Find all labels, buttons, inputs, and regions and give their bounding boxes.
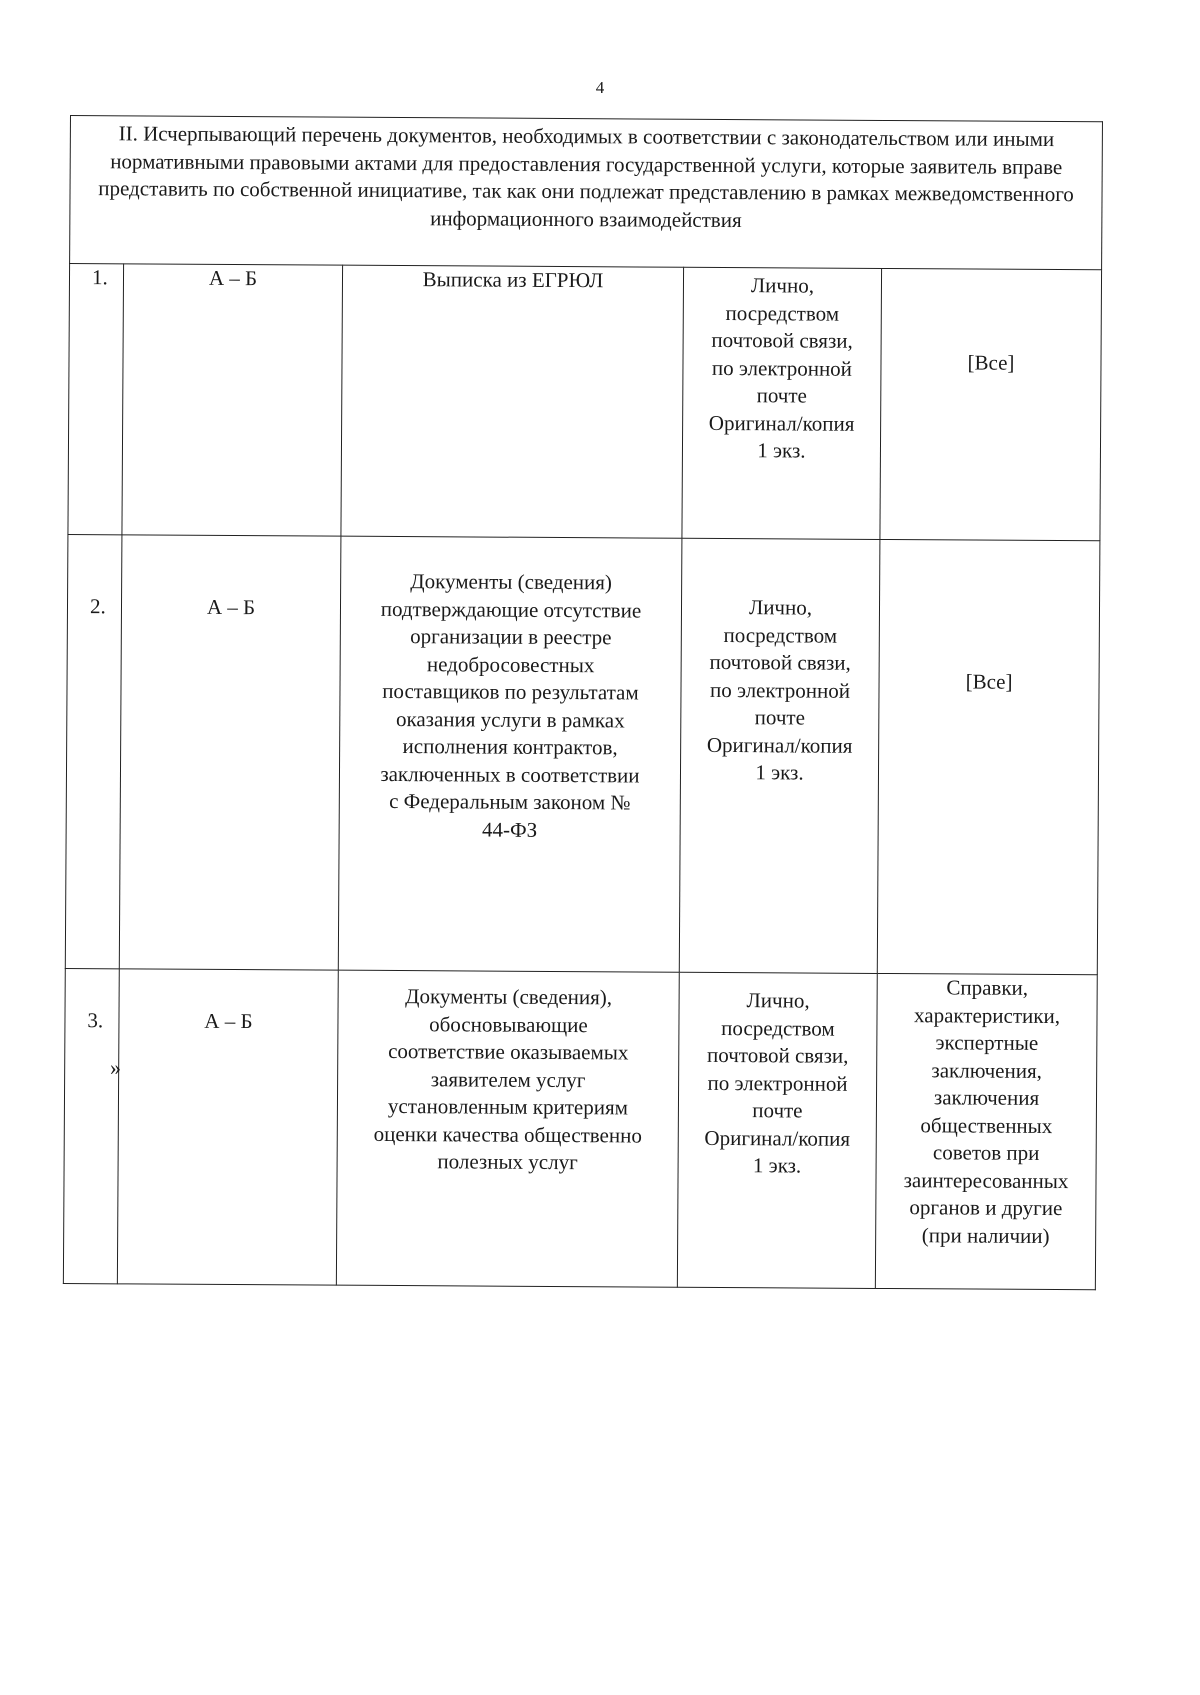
table-row — [68, 264, 1102, 541]
documents-table — [63, 115, 1103, 1290]
applicants: [Все] — [880, 268, 1102, 540]
document-name: Документы (сведения) подтверждающие отсутствие организации в реестре недобросовестных поставщиков по результатам оказания услуги в рамках исполнения контрактов, заключенных в соответствии с Федеральным законом № 44-ФЗ — [338, 536, 682, 972]
table-row — [63, 968, 1097, 1289]
submission-method: Лично, посредством почтовой связи, по электронной почте Оригинал/копия 1 экз. — [679, 538, 880, 973]
submission-method: Лично, посредством почтовой связи, по электронной почте Оригинал/копия 1 экз. — [682, 267, 882, 539]
applicants: [Все] — [877, 539, 1100, 974]
section-header-row — [70, 116, 1103, 270]
row-number: 1. — [68, 264, 124, 535]
section-header: II. Исчерпывающий перечень документов, необходимых в соответствии с законодательством или иными нормативными правовыми актами для предоставления государственной услуги, которые заявитель вправе представить по собственной инициативе, так как они подлежат представлению в рамках межведомственного информационного взаимодействия — [70, 116, 1103, 270]
applicant-category: А – Б — [117, 969, 338, 1285]
closing-quote-mark: » — [110, 1055, 121, 1080]
document-name: Выписка из ЕГРЮЛ — [341, 265, 684, 538]
submission-method: Лично, посредством почтовой связи, по электронной почте Оригинал/копия 1 экз. — [677, 972, 877, 1288]
applicant-category: А – Б — [119, 535, 341, 970]
applicant-category: А – Б — [122, 264, 343, 536]
page-number: 4 — [595, 78, 605, 97]
applicants: Справки, характеристики, экспертные заключения, заключения общественных советов при заинтересованных органов и другие (при наличии) — [875, 973, 1097, 1289]
row-number: 2. — [65, 534, 122, 968]
document-name: Документы (сведения), обосновывающие соответствие оказываемых заявителем услуг установленным критериям оценки качества общественно полезных услуг — [336, 970, 679, 1287]
table-row — [65, 534, 1100, 974]
row-number: 3. — [63, 968, 119, 1283]
